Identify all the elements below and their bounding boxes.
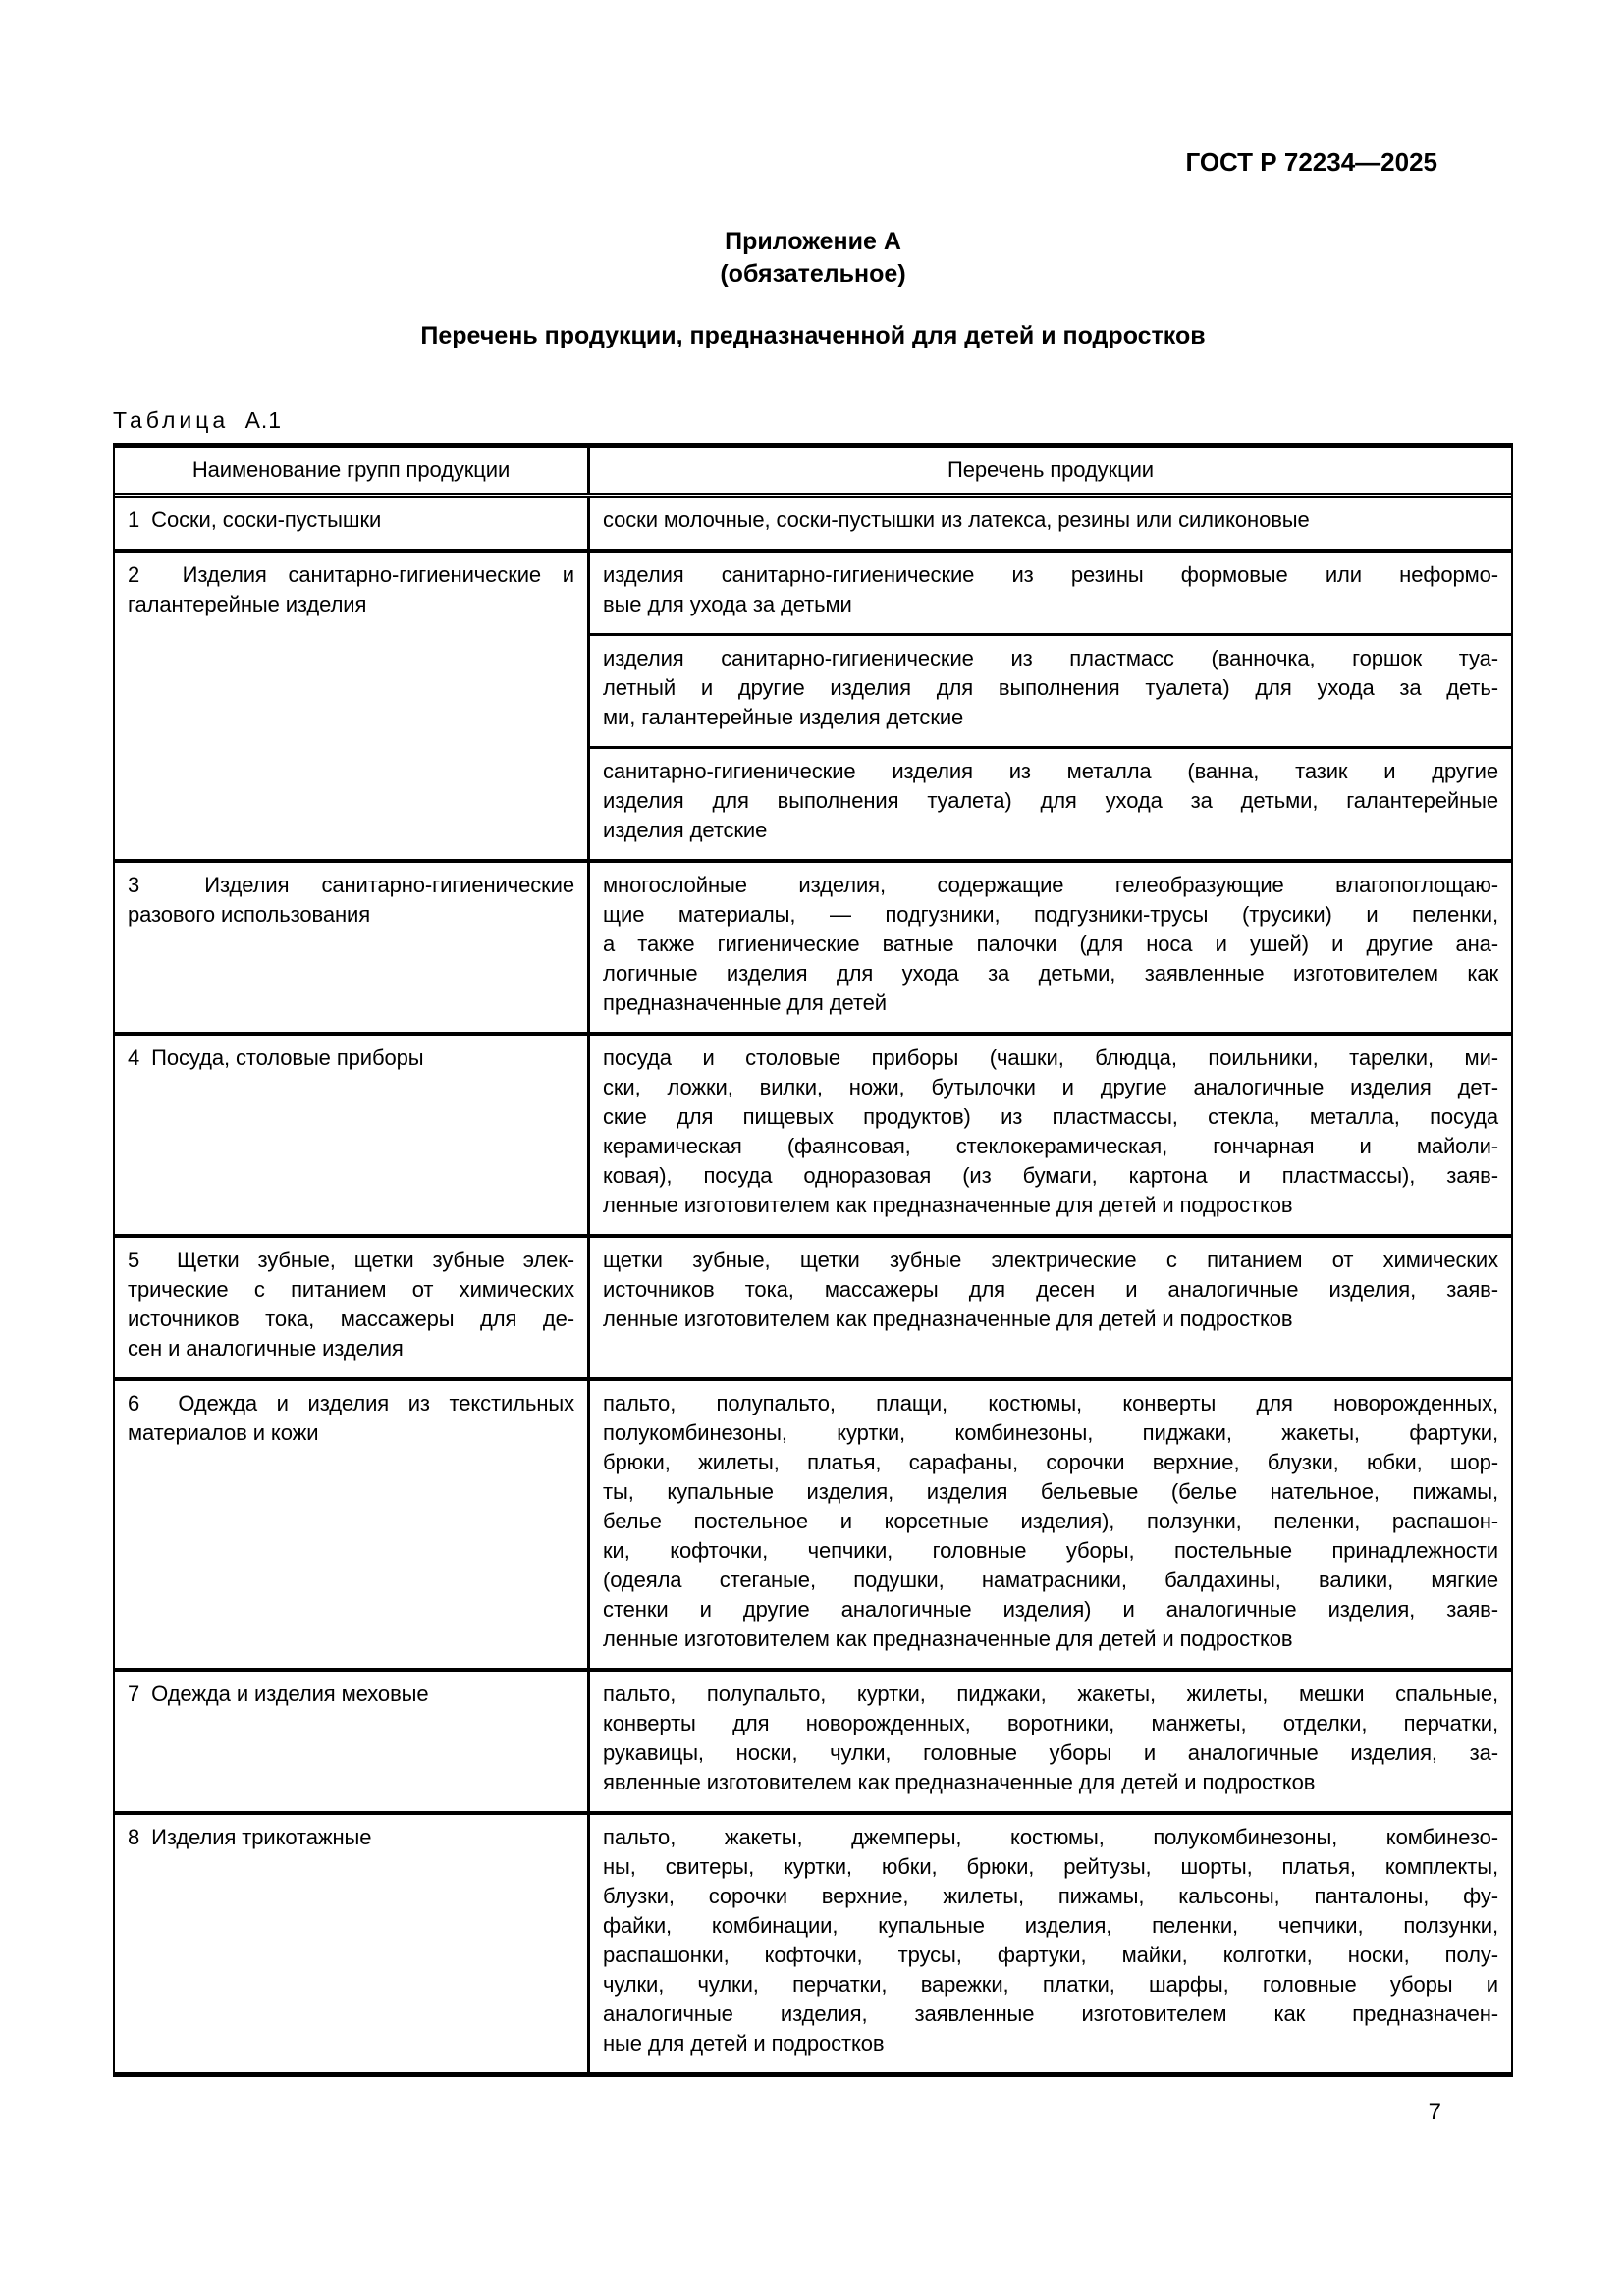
column-header-groups: Наименование групп продукции [115, 448, 590, 493]
table-body [115, 498, 1511, 2072]
items-cell [590, 633, 1511, 746]
text-line: ты, купальные изделия, изделия бельевые (белье нательное, пижамы, [603, 1479, 1498, 1504]
text-line: 2 Изделия санитарно-гигиенические и [128, 562, 574, 587]
items-stack [590, 553, 1511, 859]
table-row [115, 1811, 1511, 2072]
items-cell [590, 1238, 1511, 1348]
table-row [115, 1668, 1511, 1811]
text-line: трические с питанием от химических [128, 1277, 574, 1302]
text-line: ленные изготовителем как предназначенные для детей и подростков [603, 1193, 1293, 1217]
column-header-products: Перечень продукции [947, 457, 1154, 482]
text-line: а также гигиенические ватные палочки (для носа и ушей) и другие ана- [603, 932, 1498, 956]
text-line: белье постельное и корсетные изделия), ползунки, пеленки, распашон- [603, 1509, 1498, 1533]
group-cell [115, 498, 590, 549]
text-line: изделия санитарно-гигиенические из пластмасс (ванночка, горшок туа- [603, 646, 1498, 670]
appendix-label: Приложение А [725, 228, 901, 255]
items-cell [590, 1381, 1511, 1668]
page-number: 7 [1428, 2099, 1441, 2125]
items-cell [590, 553, 1511, 633]
text-line: 4 Посуда, столовые приборы [128, 1045, 424, 1070]
text-line: явленные изготовителем как предназначенные для детей и подростков [603, 1770, 1316, 1794]
text-line: предназначенные для детей [603, 990, 887, 1015]
table-row [115, 498, 1511, 549]
table-row [115, 1234, 1511, 1377]
standard-reference: ГОСТ Р 72234—2025 [1185, 147, 1437, 177]
table-row [115, 1032, 1511, 1234]
text-line: ски, ложки, вилки, ножи, бутылочки и другие аналогичные изделия дет- [603, 1075, 1498, 1099]
text-line: аналогичные изделия, заявленные изготовителем как предназначен- [603, 2002, 1498, 2026]
text-line: блузки, сорочки верхние, жилеты, пижамы, кальсоны, панталоны, фу- [603, 1884, 1498, 1908]
text-line: ми, галантерейные изделия детские [603, 705, 964, 729]
group-cell [115, 1381, 590, 1668]
text-line: соски молочные, соски-пустышки из латекса, резины или силиконовые [603, 507, 1310, 532]
text-line: ковая), посуда одноразовая (из бумаги, картона и пластмассы), заяв- [603, 1163, 1498, 1188]
text-line: (одеяла стеганые, подушки, наматрасники, балдахины, валики, мягкие [603, 1568, 1498, 1592]
text-line: щетки зубные, щетки зубные электрические с питанием от химических [603, 1248, 1498, 1272]
group-cell [115, 1815, 590, 2072]
group-cell [115, 1238, 590, 1377]
text-line: 3 Изделия санитарно-гигиенические [128, 873, 574, 897]
text-line: 7 Одежда и изделия меховые [128, 1682, 429, 1706]
text-line: ские для пищевых продуктов) из пластмассы, стекла, металла, посуда [603, 1104, 1498, 1129]
text-line: ки, кофточки, чепчики, головные уборы, постельные принадлежности [603, 1538, 1498, 1563]
text-line: ленные изготовителем как предназначенные для детей и подростков [603, 1307, 1293, 1331]
text-line: изделия для выполнения туалета) для ухода за детьми, галантерейные [603, 788, 1498, 813]
text-line: санитарно-гигиенические изделия из металла (ванна, тазик и другие [603, 759, 1498, 783]
text-line: посуда и столовые приборы (чашки, блюдца, поильники, тарелки, ми- [603, 1045, 1498, 1070]
group-cell [115, 553, 590, 859]
items-cell [590, 746, 1511, 859]
table-caption-number: А.1 [244, 407, 283, 433]
items-cell [590, 863, 1511, 1032]
table-header-row [115, 448, 1511, 498]
text-line: рукавицы, носки, чулки, головные уборы и аналогичные изделия, за- [603, 1740, 1498, 1765]
items-stack [590, 863, 1511, 1032]
text-line: источников тока, массажеры для десен и аналогичные изделия, заяв- [603, 1277, 1498, 1302]
text-line: конверты для новорожденных, воротники, манжеты, отделки, перчатки, [603, 1711, 1498, 1735]
appendix-type: (обязательное) [720, 260, 906, 288]
document-title: Перечень продукции, предназначенной для детей и подростков [420, 322, 1206, 349]
group-cell [115, 863, 590, 1032]
group-cell [115, 1036, 590, 1234]
text-line: 8 Изделия трикотажные [128, 1825, 372, 1849]
text-line: щие материалы, — подгузники, подгузники-трусы (трусики) и пеленки, [603, 902, 1498, 927]
group-cell [115, 1672, 590, 1811]
text-line: ные для детей и подростков [603, 2031, 885, 2056]
text-line: 5 Щетки зубные, щетки зубные элек- [128, 1248, 574, 1272]
text-line: галантерейные изделия [128, 592, 367, 616]
product-table [113, 443, 1513, 2077]
text-line: пальто, полупальто, плащи, костюмы, конверты для новорожденных, [603, 1391, 1498, 1415]
text-line: 6 Одежда и изделия из текстильных [128, 1391, 574, 1415]
table-row [115, 859, 1511, 1032]
text-line: полукомбинезоны, куртки, комбинезоны, пиджаки, жакеты, фартуки, [603, 1420, 1498, 1445]
text-line: ны, свитеры, куртки, юбки, брюки, рейтузы, шорты, платья, комплекты, [603, 1854, 1498, 1879]
items-stack [590, 498, 1511, 549]
text-line: материалов и кожи [128, 1420, 319, 1445]
items-stack [590, 1672, 1511, 1811]
text-line: летный и другие изделия для выполнения туалета) для ухода за деть- [603, 675, 1498, 700]
text-line: 1 Соски, соски-пустышки [128, 507, 382, 532]
items-stack [590, 1815, 1511, 2072]
text-line: разового использования [128, 902, 371, 927]
text-line: керамическая (фаянсовая, стеклокерамическая, гончарная и майоли- [603, 1134, 1498, 1158]
items-cell [590, 1815, 1511, 2072]
table-row [115, 1377, 1511, 1668]
text-line: вые для ухода за детьми [603, 592, 852, 616]
items-cell [590, 1672, 1511, 1811]
items-stack [590, 1036, 1511, 1234]
text-line: изделия детские [603, 818, 768, 842]
items-stack [590, 1381, 1511, 1668]
text-line: пальто, полупальто, куртки, пиджаки, жакеты, жилеты, мешки спальные, [603, 1682, 1498, 1706]
text-line: логичные изделия для ухода за детьми, заявленные изготовителем как [603, 961, 1498, 986]
text-line: брюки, жилеты, платья, сарафаны, сорочки верхние, блузки, юбки, шор- [603, 1450, 1498, 1474]
text-line: ленные изготовителем как предназначенные для детей и подростков [603, 1627, 1293, 1651]
text-line: источников тока, массажеры для де- [128, 1307, 574, 1331]
text-line: чулки, чулки, перчатки, варежки, платки, шарфы, головные уборы и [603, 1972, 1498, 1997]
text-line: изделия санитарно-гигиенические из резины формовые или неформо- [603, 562, 1498, 587]
table-caption [113, 406, 1513, 434]
appendix-heading [113, 226, 1513, 291]
text-line: распашонки, кофточки, трусы, фартуки, майки, колготки, носки, полу- [603, 1943, 1498, 1967]
text-line: многослойные изделия, содержащие гелеобразующие влагопоглощаю- [603, 873, 1498, 897]
table-row [115, 549, 1511, 859]
items-stack [590, 1238, 1511, 1377]
text-line: стенки и другие аналогичные изделия) и аналогичные изделия, заяв- [603, 1597, 1498, 1622]
text-line: файки, комбинации, купальные изделия, пеленки, чепчики, ползунки, [603, 1913, 1498, 1938]
items-cell [590, 1036, 1511, 1234]
table-caption-word: Таблица [113, 407, 230, 433]
items-cell [590, 498, 1511, 549]
text-line: сен и аналогичные изделия [128, 1336, 404, 1361]
text-line: пальто, жакеты, джемперы, костюмы, полукомбинезоны, комбинезо- [603, 1825, 1498, 1849]
